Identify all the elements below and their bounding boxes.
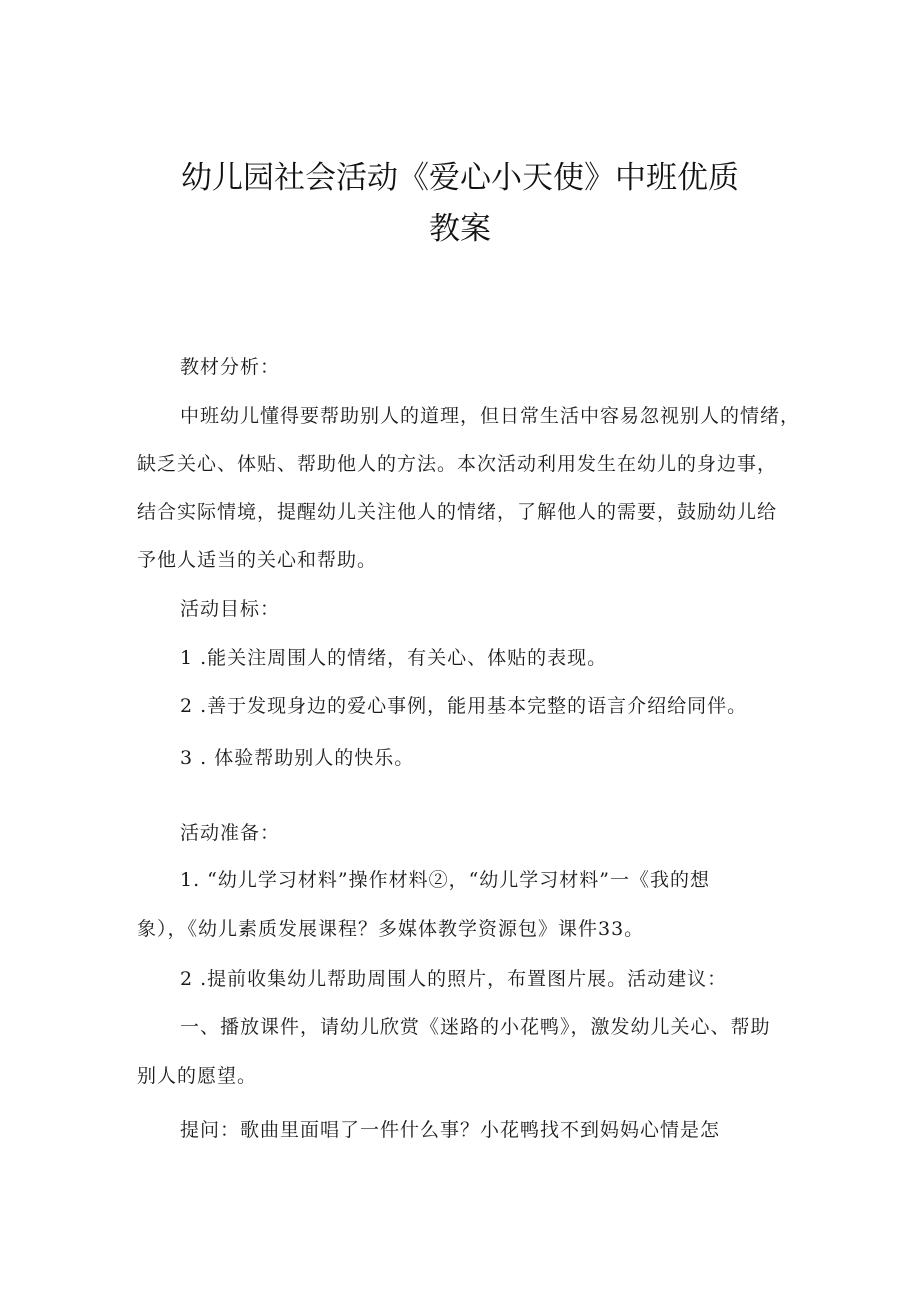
step-1-line-2: 别人的愿望。 (137, 1065, 258, 1087)
material-line-2: 缺乏关心、体贴、帮助他人的方法。本次活动利用发生在幼儿的身边事， (137, 453, 778, 475)
goal-item-2: 2 .善于发现身边的爱心事例，能用基本完整的语言介绍给同伴。 (180, 695, 748, 717)
prep-item-1-line-1: 1. “幼儿学习材料”操作材料②，“幼儿学习材料”一《我的想 (180, 869, 711, 891)
prep-item-2: 2 .提前收集幼儿帮助周围人的照片，布置图片展。活动建议： (180, 968, 728, 990)
material-heading: 教材分析： (180, 356, 281, 378)
goal-item-1: 1 .能关注周围人的情绪，有关心、体贴的表现。 (180, 647, 608, 669)
document-title-line-2: 教案 (429, 211, 491, 247)
material-line-1: 中班幼儿懂得要帮助别人的道理，但日常生活中容易忽视别人的情绪， (180, 405, 801, 427)
prep-heading: 活动准备： (180, 822, 281, 844)
material-line-4: 予他人适当的关心和帮助。 (137, 549, 378, 571)
material-line-3: 结合实际情境，提醒幼儿关注他人的情绪，了解他人的需要，鼓励幼儿给 (137, 501, 778, 523)
prep-item-1-line-2: 象），《幼儿素质发展课程？多媒体教学资源包》课件33。 (137, 918, 645, 940)
document-title-line-1: 幼儿园社会活动《爱心小天使》中班优质 (181, 160, 739, 196)
question-line: 提问：歌曲里面唱了一件什么事？小花鸭找不到妈妈心情是怎 (180, 1119, 721, 1141)
goal-item-3: 3 . 体验帮助别人的快乐。 (180, 747, 415, 769)
goals-heading: 活动目标： (180, 598, 281, 620)
step-1-line-1: 一、播放课件，请幼儿欣赏《迷路的小花鸭》，激发幼儿关心、帮助 (180, 1016, 771, 1038)
